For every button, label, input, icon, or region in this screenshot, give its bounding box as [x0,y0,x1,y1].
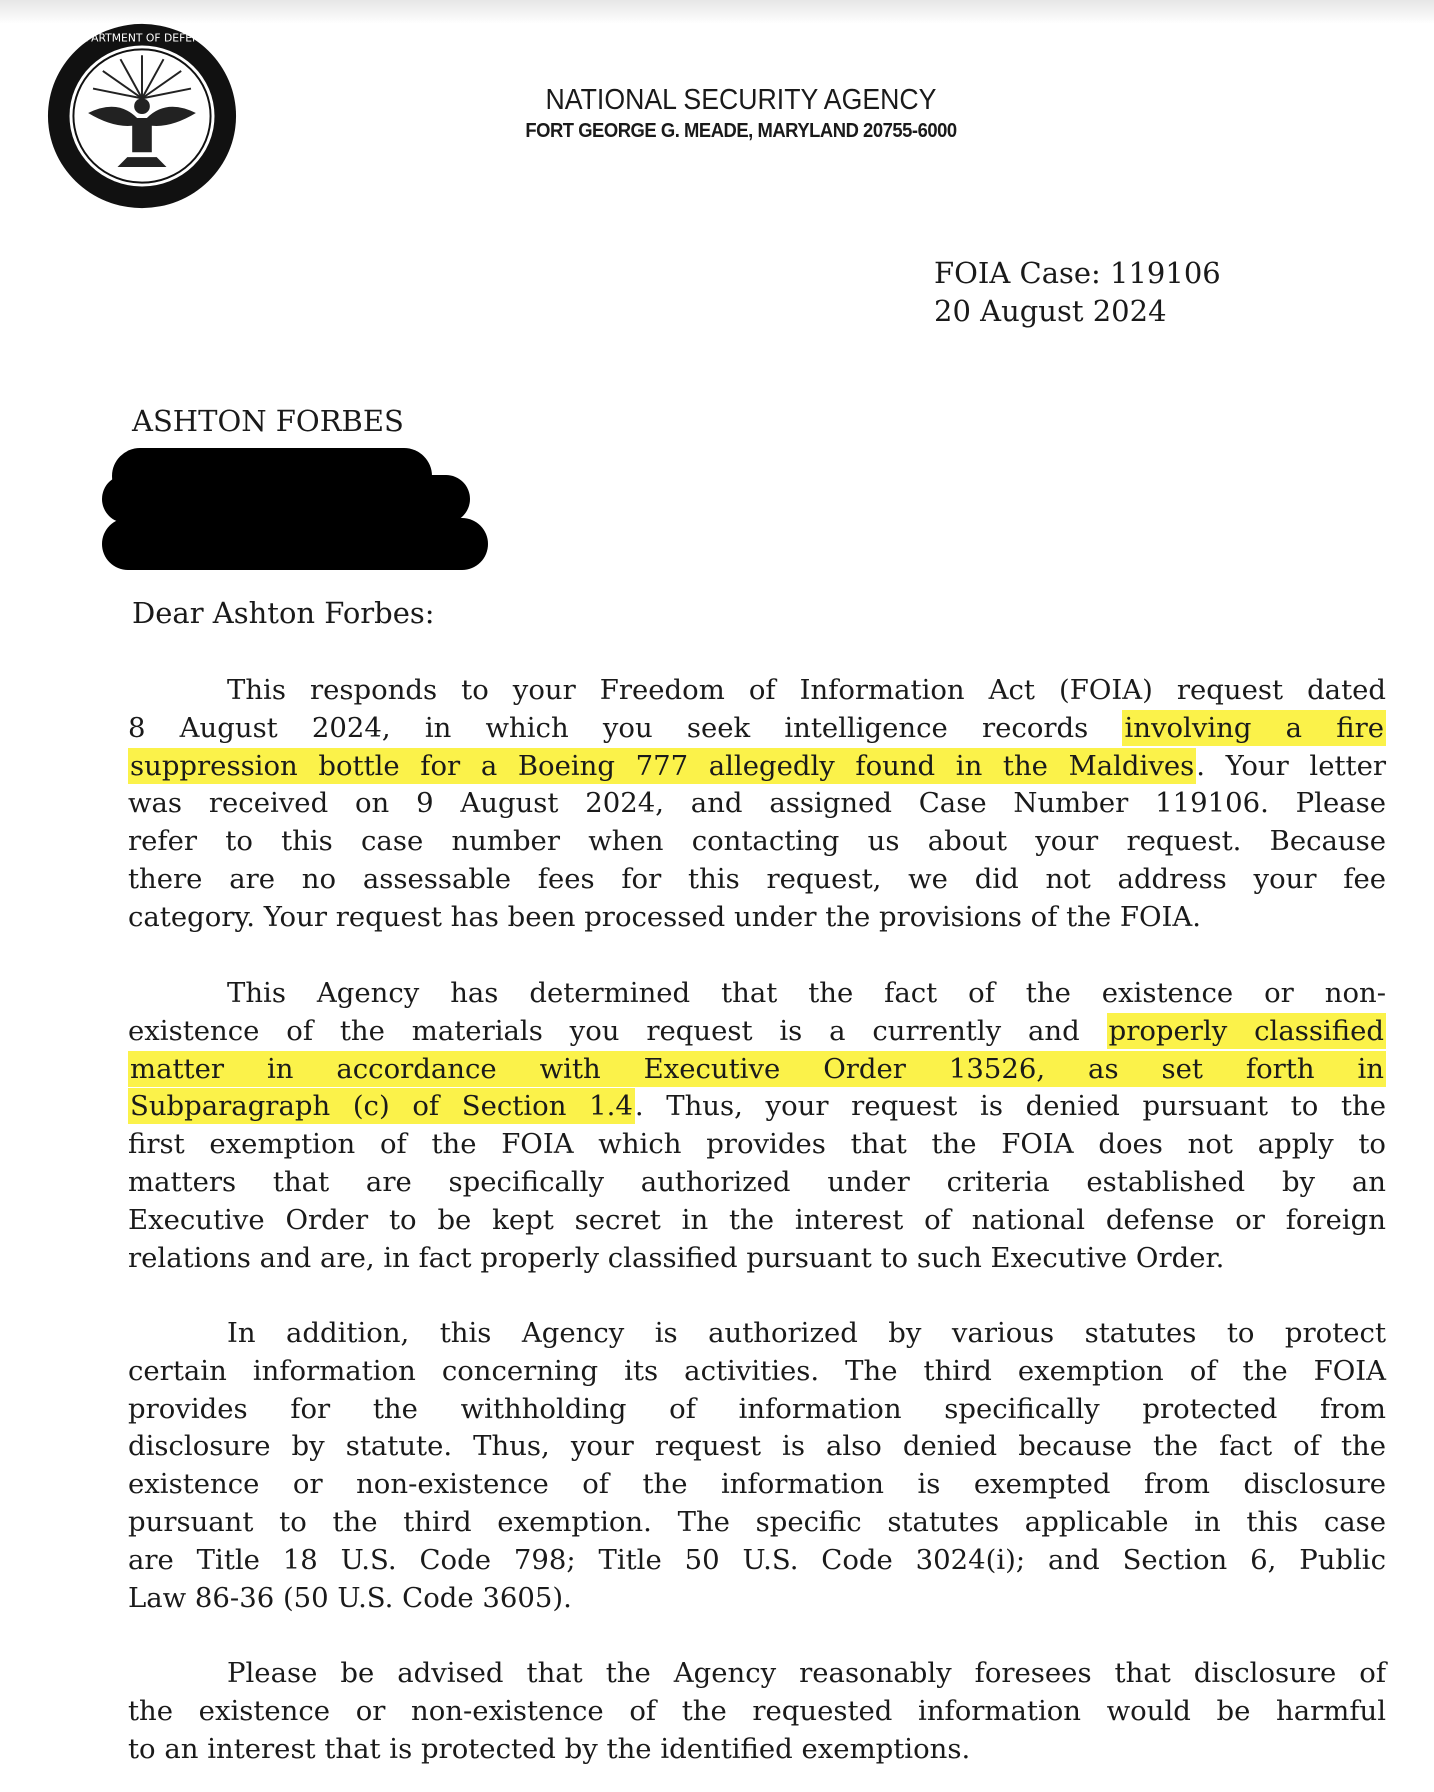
text-line [128,975,1386,1013]
text-segment: category. Your request has been processed under the provisions of the FOIA. [128,900,1201,933]
text-segment: there are no assessable fees for this request, we did not address your fee [128,862,1386,895]
foia-case-number: FOIA Case: 119106 [934,256,1221,290]
text-segment: Law 86-36 (50 U.S. Code 3605). [128,1581,572,1614]
text-line [128,899,1386,937]
text-line [128,1580,1386,1618]
text-line [128,1466,1386,1504]
text-line [128,1051,1386,1089]
text-line [128,1693,1386,1731]
text-line [128,1504,1386,1542]
text-segment: to an interest that is protected by the identified exemptions. [128,1732,971,1765]
text-segment: Please be advised that the Agency reasonably foresees that disclosure of [227,1657,1386,1689]
text-segment: pursuant to the third exemption. The specific statutes applicable in this case [128,1505,1386,1538]
redaction-bar [102,475,470,523]
text-segment: This responds to your Freedom of Information Act (FOIA) request dated [227,674,1386,706]
text-segment: Executive Order to be kept secret in the interest of national defense or foreign [128,1203,1386,1236]
text-segment: This Agency has determined that the fact of the existence or non- [227,977,1386,1009]
text-line [128,1202,1386,1240]
highlighted-text: involving a fire [1124,711,1384,744]
text-line [128,1391,1386,1429]
salutation: Dear Ashton Forbes: [132,596,435,630]
highlighted-text: properly classified [1108,1014,1384,1047]
text-line [128,1655,1386,1693]
text-segment: In addition, this Agency is authorized by various statutes to protect [227,1317,1386,1349]
text-segment: are Title 18 U.S. Code 798; Title 50 U.S. Code 3024(i); and Section 6, Public [128,1543,1386,1576]
text-segment: the existence or non-existence of the requested information would be harmful [128,1694,1386,1727]
text-line [128,785,1386,823]
text-segment: provides for the withholding of information specifically protected from [128,1392,1386,1425]
recipient-name: ASHTON FORBES [132,404,404,438]
paragraph-4 [128,1655,1386,1768]
text-line [128,1240,1386,1278]
paragraph-2 [128,975,1386,1277]
text-line [128,1088,1386,1126]
text-segment: disclosure by statute. Thus, your request is also denied because the fact of the [128,1430,1386,1463]
text-segment: 8 August 2024, in which you seek intelligence records [128,711,1123,744]
text-line [128,1542,1386,1580]
text-segment: relations and are, in fact properly classified pursuant to such Executive Order. [128,1241,1225,1274]
text-segment: . Thus, your request is denied pursuant to the [634,1090,1386,1123]
text-line [128,748,1386,786]
text-segment: refer to this case number when contacting us about your request. Because [128,825,1386,858]
highlighted-text: Subparagraph (c) of Section 1.4 [130,1090,633,1123]
text-line [128,1428,1386,1466]
text-line [128,1731,1386,1769]
paragraph-1 [128,672,1386,937]
redaction-bar [102,518,488,570]
highlighted-text: matter in accordance with Executive Order 13526, as set forth in [130,1052,1384,1085]
text-segment: was received on 9 August 2024, and assigned Case Number 119106. Please [128,787,1386,820]
agency-name: NATIONAL SECURITY AGENCY [545,84,937,116]
letter-date: 20 August 2024 [934,294,1167,328]
paragraph-3 [128,1315,1386,1617]
text-line [128,861,1386,899]
text-segment: . Your letter [1196,749,1387,782]
text-line [128,1353,1386,1391]
text-line [128,1013,1386,1051]
text-segment: existence or non-existence of the information is exempted from disclosure [128,1468,1386,1501]
text-line [128,823,1386,861]
svg-text:DEPARTMENT OF DEFENSE: DEPARTMENT OF DEFENSE [70,31,214,45]
text-line [128,1164,1386,1202]
text-segment: first exemption of the FOIA which provides that the FOIA does not apply to [128,1128,1386,1161]
text-segment: existence of the materials you request is a currently and [128,1014,1107,1047]
text-line [128,710,1386,748]
text-segment: matters that are specifically authorized under criteria established by an [128,1165,1386,1198]
text-segment: certain information concerning its activities. The third exemption of the FOIA [128,1354,1386,1387]
text-line [128,672,1386,710]
highlighted-text: suppression bottle for a Boeing 777 allegedly found in the Maldives [130,749,1195,782]
text-line [128,1126,1386,1164]
text-line [128,1315,1386,1353]
agency-address: FORT GEORGE G. MEADE, MARYLAND 20755-6000 [525,120,957,142]
